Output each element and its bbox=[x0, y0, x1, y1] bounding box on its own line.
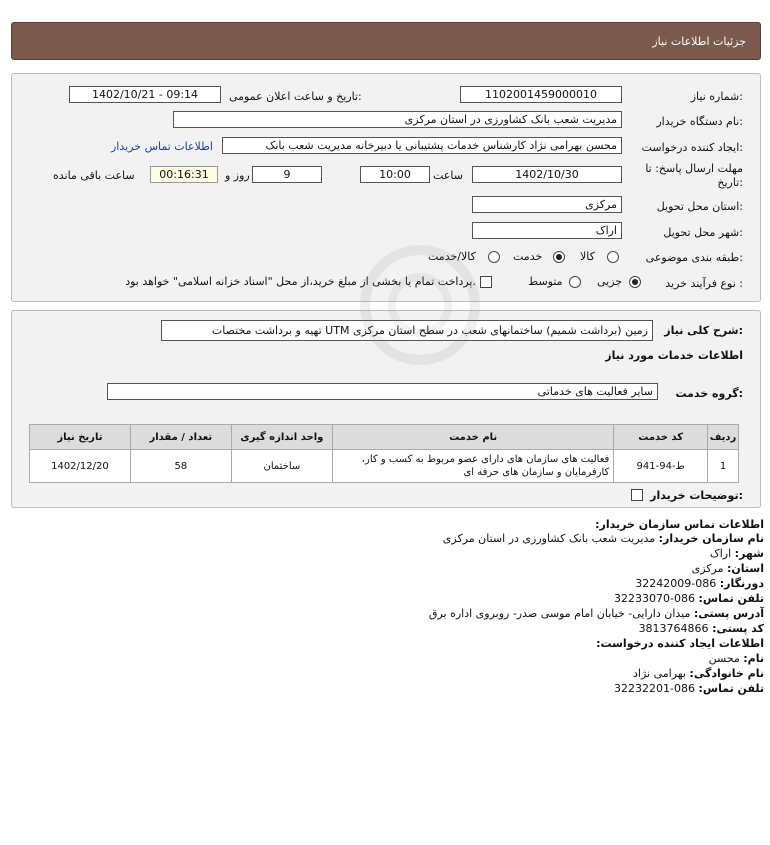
announce-label: تاریخ و ساعت اعلان عمومی: bbox=[229, 90, 362, 103]
category-label: طبقه بندی موضوعی: bbox=[645, 251, 743, 264]
col-date-header: تاریخ نیاز bbox=[30, 425, 131, 450]
table-row bbox=[30, 450, 739, 483]
treasury-payment-text: پرداخت تمام یا بخشی از مبلغ خرید،از محل "اسناد خزانه اسلامی" خواهد بود. bbox=[125, 275, 476, 288]
page-header bbox=[11, 22, 761, 60]
buyer-contact-link[interactable]: اطلاعات تماس خریدار bbox=[111, 140, 213, 153]
remaining-time-field: 00:16:31 bbox=[150, 166, 218, 183]
col-row-header: ردیف bbox=[708, 425, 739, 450]
creator-phone-line: تلفن تماس: 086-32232201 bbox=[614, 682, 764, 695]
cell-date: 1402/12/20 bbox=[30, 450, 131, 483]
phone-line: تلفن تماس: 086-32233070 bbox=[614, 592, 764, 605]
creator-label: ایجاد کننده درخواست: bbox=[641, 141, 743, 154]
province-line: استان: مرکزی bbox=[691, 562, 764, 575]
category-goods-label: کالا bbox=[580, 250, 595, 263]
process-medium-radio[interactable] bbox=[569, 276, 581, 288]
page-title: جزئیات اطلاعات نیاز bbox=[652, 35, 746, 48]
category-goods-radio[interactable] bbox=[607, 251, 619, 263]
days-field[interactable]: 9 bbox=[252, 166, 322, 183]
buyer-org-field[interactable]: مدیریت شعب بانک کشاورزی در استان مرکزی bbox=[173, 111, 622, 128]
deadline-time-field[interactable]: 10:00 bbox=[360, 166, 430, 183]
summary-field[interactable]: تهیه و برداشت مختصات UTM زمین (برداشت شمیم) ساختمانهای شعب در سطح استان مرکزی bbox=[161, 320, 653, 341]
city-line: شهر: اراک bbox=[709, 547, 764, 560]
last-name-line: نام خانوادگی: بهرامی نژاد bbox=[633, 667, 764, 680]
contact-info-block bbox=[0, 515, 770, 745]
creator-field[interactable]: محسن بهرامی نژاد کارشناس خدمات پشتیبانی یا دبیرخانه مدیریت شعب بانک bbox=[222, 137, 622, 154]
watermark-logo bbox=[340, 240, 500, 370]
table-header-row bbox=[30, 425, 739, 450]
summary-label: شرح کلی نیاز: bbox=[664, 324, 743, 337]
creator-info-heading: اطلاعات ایجاد کننده درخواست: bbox=[596, 637, 764, 650]
province-field[interactable]: مرکزی bbox=[472, 196, 622, 213]
need-number-label: شماره نیاز: bbox=[690, 90, 743, 103]
cell-qty: 58 bbox=[130, 450, 231, 483]
province-label: استان محل تحویل: bbox=[656, 200, 743, 213]
buyer-notes-label: توضیحات خریدار: bbox=[650, 489, 743, 502]
fax-line: دورنگار: 086-32242009 bbox=[635, 577, 764, 590]
category-service-label: خدمت bbox=[513, 250, 543, 263]
first-name-line: نام: محسن bbox=[708, 652, 764, 665]
process-medium-label: متوسط bbox=[528, 275, 563, 288]
cell-code: ط-94-941 bbox=[614, 450, 708, 483]
cell-row: 1 bbox=[708, 450, 739, 483]
process-minor-label: جزیی bbox=[597, 275, 623, 288]
city-field[interactable]: اراک bbox=[472, 222, 622, 239]
col-unit-header: واحد اندازه گیری bbox=[231, 425, 332, 450]
deadline-date-field[interactable]: 1402/10/30 bbox=[472, 166, 622, 183]
address-line: آدرس پستی: میدان دارایی- خیابان امام موسی صدر- روبروی اداره برق bbox=[428, 607, 764, 620]
col-name-header: نام خدمت bbox=[332, 425, 613, 450]
category-service-radio[interactable] bbox=[553, 251, 565, 263]
process-minor-radio[interactable] bbox=[629, 276, 641, 288]
remaining-time-label: ساعت باقی مانده bbox=[53, 169, 135, 182]
col-code-header: کد خدمت bbox=[614, 425, 708, 450]
col-qty-header: تعداد / مقدار bbox=[130, 425, 231, 450]
cell-name: فعالیت های سازمان های دارای عضو مربوط به کسب و کار، کارفرمایان و سازمان های حرفه ای bbox=[332, 450, 613, 483]
org-contact-heading: اطلاعات تماس سازمان خریدار: bbox=[595, 518, 764, 531]
deadline-date-label: تاریخ: bbox=[717, 176, 743, 189]
services-table bbox=[29, 424, 739, 483]
deadline-label: مهلت ارسال پاسخ: تا bbox=[645, 162, 743, 175]
buyer-notes-checkbox[interactable] bbox=[631, 489, 643, 501]
process-label: نوع فرآیند خرید : bbox=[665, 277, 743, 290]
category-goods-service-label: کالا/خدمت bbox=[428, 250, 476, 263]
announce-datetime-field[interactable]: 1402/10/21 - 09:14 bbox=[69, 86, 221, 103]
services-heading: اطلاعات خدمات مورد نیاز bbox=[605, 349, 743, 362]
deadline-time-label: ساعت bbox=[433, 169, 463, 182]
buyer-org-label: نام دستگاه خریدار: bbox=[656, 115, 743, 128]
buyer-name-line: نام سازمان خریدار: مدیریت شعب بانک کشاورزی در استان مرکزی bbox=[442, 532, 764, 545]
days-label: روز و bbox=[225, 169, 250, 182]
need-number-field[interactable]: 1102001459000010 bbox=[460, 86, 622, 103]
cell-unit: ساختمان bbox=[231, 450, 332, 483]
service-group-label: گروه خدمت: bbox=[675, 387, 743, 400]
service-group-field[interactable]: سایر فعالیت های خدماتی bbox=[107, 383, 658, 400]
city-label: شهر محل تحویل: bbox=[663, 226, 743, 239]
postal-line: کد پستی: 3813764866 bbox=[638, 622, 764, 635]
